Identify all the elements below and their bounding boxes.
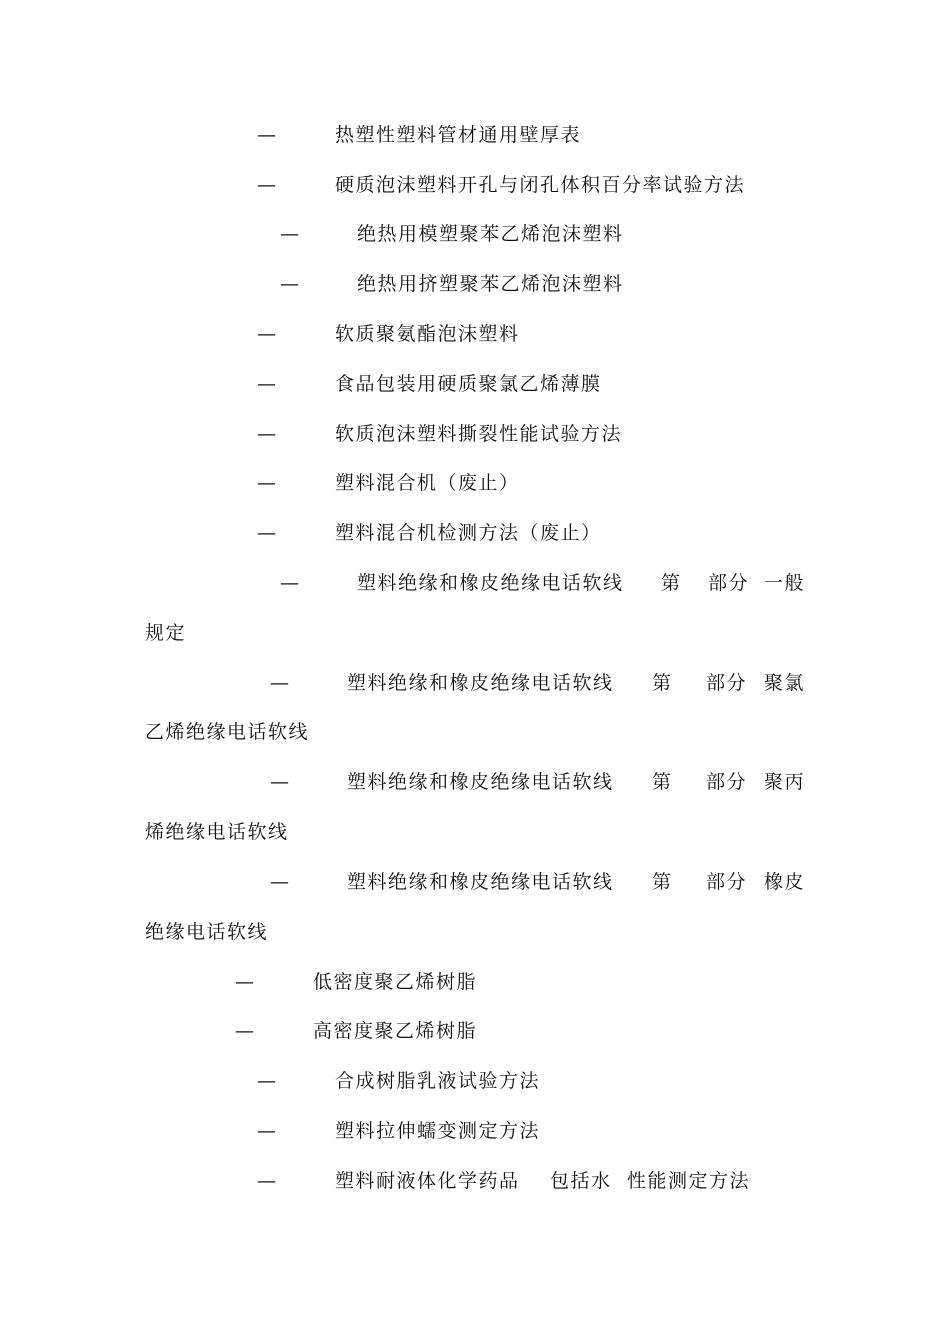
entry-title-continuation: 绝缘电话软线 [145,921,269,943]
entry-title-part: 塑料绝缘和橡皮绝缘电话软线 [347,672,614,694]
dash-marker: — [257,124,276,146]
entry-title-part: 部分 [706,771,748,793]
entry-title: 硬质泡沫塑料开孔与闭孔体积百分率试验方法 [335,174,746,196]
entry-title-continuation: 规定 [145,622,187,644]
entry-title-continuation: 烯绝缘电话软线 [145,821,289,843]
entry-title: 低密度聚乙烯树脂 [313,971,478,993]
dash-marker: — [280,572,299,594]
entry-title: 绝热用挤塑聚苯乙烯泡沫塑料 [357,273,624,295]
entry-title-part: 部分 [706,871,748,893]
entry-title-part: 第 [661,572,682,594]
dash-marker: — [257,1070,276,1092]
entry-title: 塑料混合机（废止） [335,472,520,494]
entry-title: 塑料拉伸蠕变测定方法 [335,1120,541,1142]
entry-title: 塑料混合机检测方法（废止） [335,522,602,544]
entry-title-part: 第 [652,771,673,793]
dash-marker: — [280,223,299,245]
dash-marker: — [235,971,254,993]
entry-title-part: 部分 [706,672,748,694]
entry-title-part: 塑料耐液体化学药品 [335,1170,520,1192]
dash-marker: — [257,423,276,445]
dash-marker: — [257,472,276,494]
entry-title-part: 聚丙 [764,771,806,793]
entry-title-part: 塑料绝缘和橡皮绝缘电话软线 [347,871,614,893]
dash-marker: — [235,1020,254,1042]
dash-marker: — [257,522,276,544]
dash-marker: — [280,273,299,295]
entry-title: 绝热用模塑聚苯乙烯泡沫塑料 [357,223,624,245]
entry-title-part: 一般 [764,572,806,594]
entry-title: 合成树脂乳液试验方法 [335,1070,541,1092]
entry-title-part: 性能测定方法 [627,1170,751,1192]
dash-marker: — [270,672,289,694]
entry-title-part: 第 [652,871,673,893]
entry-title-part: 部分 [708,572,750,594]
entry-title-part: 塑料绝缘和橡皮绝缘电话软线 [347,771,614,793]
dash-marker: — [270,771,289,793]
dash-marker: — [257,373,276,395]
entry-title: 热塑性塑料管材通用壁厚表 [335,124,582,146]
dash-marker: — [257,1170,276,1192]
entry-title-part: 塑料绝缘和橡皮绝缘电话软线 [357,572,624,594]
dash-marker: — [257,174,276,196]
entry-title-continuation: 乙烯绝缘电话软线 [145,721,310,743]
entry-title: 食品包装用硬质聚氯乙烯薄膜 [335,373,602,395]
entry-title-part: 聚氯 [764,672,806,694]
dash-marker: — [257,323,276,345]
entry-title: 高密度聚乙烯树脂 [313,1020,478,1042]
entry-title-part: 第 [652,672,673,694]
dash-marker: — [257,1120,276,1142]
entry-title: 软质泡沫塑料撕裂性能试验方法 [335,423,623,445]
dash-marker: — [270,871,289,893]
entry-title-part: 包括水 [550,1170,612,1192]
entry-title: 软质聚氨酯泡沫塑料 [335,323,520,345]
entry-title-part: 橡皮 [764,871,806,893]
